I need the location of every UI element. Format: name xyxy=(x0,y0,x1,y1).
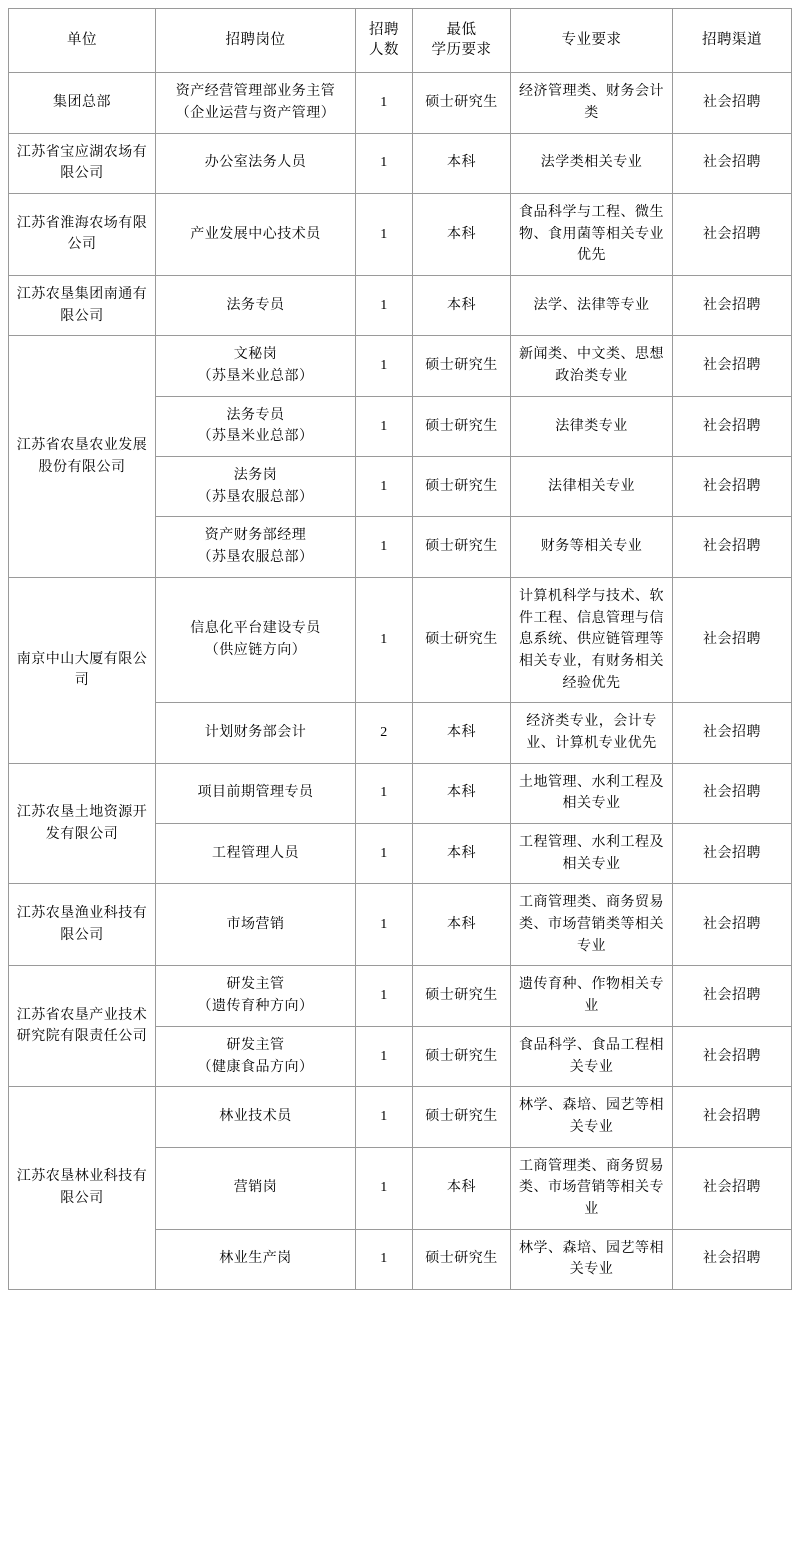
cell-major: 遗传育种、作物相关专业 xyxy=(511,966,673,1026)
cell-unit: 南京中山大厦有限公司 xyxy=(9,577,156,763)
column-header-line: 学历要求 xyxy=(431,41,492,58)
column-header-unit: 单位 xyxy=(9,9,156,73)
cell-post xyxy=(156,966,356,1026)
column-header-line: 人数 xyxy=(369,41,399,58)
cell-post xyxy=(156,457,356,517)
table-body xyxy=(9,73,792,1290)
cell-education: 硕士研究生 xyxy=(413,1026,511,1086)
cell-channel: 社会招聘 xyxy=(673,275,792,335)
cell-major: 林学、森培、园艺等相关专业 xyxy=(511,1229,673,1289)
cell-post-line: 林业技术员 xyxy=(219,1109,292,1125)
cell-post-line: 法务岗 xyxy=(233,468,278,484)
column-header-education xyxy=(413,9,511,73)
table-row xyxy=(9,577,792,702)
table-row xyxy=(9,133,792,193)
cell-education: 硕士研究生 xyxy=(413,1229,511,1289)
cell-major: 食品科学与工程、微生物、食用菌等相关专业优先 xyxy=(511,193,673,275)
cell-channel: 社会招聘 xyxy=(673,577,792,702)
cell-count: 1 xyxy=(356,577,413,702)
column-header-count xyxy=(356,9,413,73)
cell-education: 本科 xyxy=(413,1147,511,1229)
cell-post xyxy=(156,73,356,133)
cell-count: 1 xyxy=(356,193,413,275)
cell-channel: 社会招聘 xyxy=(673,1147,792,1229)
cell-channel: 社会招聘 xyxy=(673,336,792,396)
cell-major: 工商管理类、商务贸易类、市场营销等相关专业 xyxy=(511,1147,673,1229)
cell-post xyxy=(156,824,356,884)
cell-post-line: 研发主管 xyxy=(226,1037,285,1053)
cell-major: 工商管理类、商务贸易类、市场营销类等相关专业 xyxy=(511,884,673,966)
cell-unit: 江苏省农垦产业技术研究院有限责任公司 xyxy=(9,966,156,1087)
cell-post xyxy=(156,396,356,456)
cell-post-line: 办公室法务人员 xyxy=(204,155,307,171)
cell-education: 本科 xyxy=(413,133,511,193)
cell-count: 1 xyxy=(356,966,413,1026)
recruitment-table xyxy=(8,8,792,1290)
cell-channel: 社会招聘 xyxy=(673,1087,792,1147)
cell-post-line: 营销岗 xyxy=(233,1180,278,1196)
cell-channel: 社会招聘 xyxy=(673,133,792,193)
cell-count: 1 xyxy=(356,133,413,193)
table-row xyxy=(9,763,792,823)
cell-unit: 江苏农垦集团南通有限公司 xyxy=(9,275,156,335)
cell-post-line: （苏垦农服总部） xyxy=(197,550,314,566)
cell-post xyxy=(156,336,356,396)
cell-count: 1 xyxy=(356,275,413,335)
cell-channel: 社会招聘 xyxy=(673,703,792,763)
cell-channel: 社会招聘 xyxy=(673,73,792,133)
cell-post-line: 资产财务部经理 xyxy=(204,528,307,544)
cell-count: 1 xyxy=(356,824,413,884)
column-header-major: 专业要求 xyxy=(511,9,673,73)
cell-post-line: 工程管理人员 xyxy=(212,845,299,861)
cell-post-line: 林业生产岗 xyxy=(219,1251,292,1267)
column-header-channel: 招聘渠道 xyxy=(673,9,792,73)
cell-major: 法律类专业 xyxy=(511,396,673,456)
cell-education: 硕士研究生 xyxy=(413,577,511,702)
table-header-row xyxy=(9,9,792,73)
cell-unit: 江苏省农垦农业发展股份有限公司 xyxy=(9,336,156,578)
cell-post-line: 资产经营管理部业务主管 xyxy=(175,84,336,100)
cell-major: 食品科学、食品工程相关专业 xyxy=(511,1026,673,1086)
cell-count: 1 xyxy=(356,1229,413,1289)
cell-count: 1 xyxy=(356,73,413,133)
cell-post-line: （苏垦农服总部） xyxy=(197,489,314,505)
cell-count: 1 xyxy=(356,763,413,823)
cell-post xyxy=(156,275,356,335)
cell-post xyxy=(156,1087,356,1147)
cell-channel: 社会招聘 xyxy=(673,517,792,577)
cell-post-line: 计划财务部会计 xyxy=(204,725,307,741)
table-row xyxy=(9,336,792,396)
cell-major: 林学、森培、园艺等相关专业 xyxy=(511,1087,673,1147)
cell-unit: 江苏省淮海农场有限公司 xyxy=(9,193,156,275)
column-header-line: 最低 xyxy=(446,22,477,38)
cell-post xyxy=(156,1229,356,1289)
cell-post-line: 产业发展中心技术员 xyxy=(190,226,321,242)
cell-major: 法学、法律等专业 xyxy=(511,275,673,335)
cell-unit: 江苏农垦林业科技有限公司 xyxy=(9,1087,156,1290)
cell-post xyxy=(156,193,356,275)
cell-post xyxy=(156,577,356,702)
table-row xyxy=(9,884,792,966)
cell-major: 经济类专业，会计专业、计算机专业优先 xyxy=(511,703,673,763)
cell-post-line: 信息化平台建设专员 xyxy=(190,621,321,637)
cell-count: 2 xyxy=(356,703,413,763)
cell-post-line: （健康食品方向） xyxy=(197,1059,314,1075)
cell-major: 计算机科学与技术、软件工程、信息管理与信息系统、供应链管理等相关专业，有财务相关经验优先 xyxy=(511,577,673,702)
cell-post xyxy=(156,703,356,763)
cell-count: 1 xyxy=(356,884,413,966)
cell-education: 硕士研究生 xyxy=(413,396,511,456)
cell-education: 本科 xyxy=(413,275,511,335)
cell-channel: 社会招聘 xyxy=(673,457,792,517)
cell-education: 硕士研究生 xyxy=(413,336,511,396)
cell-count: 1 xyxy=(356,1026,413,1086)
cell-post-line: （苏垦米业总部） xyxy=(197,429,314,445)
cell-education: 本科 xyxy=(413,824,511,884)
table-row xyxy=(9,193,792,275)
cell-post-line: （供应链方向） xyxy=(204,643,307,659)
cell-major: 法律相关专业 xyxy=(511,457,673,517)
cell-education: 硕士研究生 xyxy=(413,457,511,517)
cell-post-line: 文秘岗 xyxy=(233,347,278,363)
cell-education: 硕士研究生 xyxy=(413,517,511,577)
cell-unit: 江苏省宝应湖农场有限公司 xyxy=(9,133,156,193)
column-header-line: 招聘 xyxy=(369,22,399,38)
cell-count: 1 xyxy=(356,457,413,517)
cell-channel: 社会招聘 xyxy=(673,1229,792,1289)
cell-channel: 社会招聘 xyxy=(673,763,792,823)
cell-post-line: 市场营销 xyxy=(226,917,285,933)
cell-count: 1 xyxy=(356,1147,413,1229)
cell-count: 1 xyxy=(356,396,413,456)
table-row xyxy=(9,73,792,133)
cell-major: 土地管理、水利工程及相关专业 xyxy=(511,763,673,823)
cell-post-line: 法务专员 xyxy=(226,407,285,423)
cell-channel: 社会招聘 xyxy=(673,1026,792,1086)
cell-major: 财务等相关专业 xyxy=(511,517,673,577)
table-row xyxy=(9,275,792,335)
cell-major: 新闻类、中文类、思想政治类专业 xyxy=(511,336,673,396)
cell-count: 1 xyxy=(356,336,413,396)
cell-major: 经济管理类、财务会计类 xyxy=(511,73,673,133)
cell-channel: 社会招聘 xyxy=(673,193,792,275)
cell-unit: 集团总部 xyxy=(9,73,156,133)
cell-channel: 社会招聘 xyxy=(673,884,792,966)
cell-education: 硕士研究生 xyxy=(413,966,511,1026)
cell-education: 硕士研究生 xyxy=(413,1087,511,1147)
cell-channel: 社会招聘 xyxy=(673,966,792,1026)
cell-post xyxy=(156,133,356,193)
table-row xyxy=(9,966,792,1026)
cell-post xyxy=(156,763,356,823)
table-header xyxy=(9,9,792,73)
cell-education: 硕士研究生 xyxy=(413,73,511,133)
cell-channel: 社会招聘 xyxy=(673,824,792,884)
cell-major: 法学类相关专业 xyxy=(511,133,673,193)
cell-unit: 江苏农垦渔业科技有限公司 xyxy=(9,884,156,966)
cell-post-line: （企业运营与资产管理） xyxy=(175,105,336,121)
cell-post xyxy=(156,1147,356,1229)
cell-unit: 江苏农垦土地资源开发有限公司 xyxy=(9,763,156,884)
cell-education: 本科 xyxy=(413,763,511,823)
cell-post-line: 项目前期管理专员 xyxy=(197,785,314,801)
cell-post-line: （遗传育种方向） xyxy=(197,999,314,1015)
cell-post-line: 法务专员 xyxy=(226,297,285,313)
column-header-post: 招聘岗位 xyxy=(156,9,356,73)
cell-education: 本科 xyxy=(413,884,511,966)
cell-count: 1 xyxy=(356,517,413,577)
cell-post xyxy=(156,517,356,577)
cell-post-line: 研发主管 xyxy=(226,977,285,993)
cell-count: 1 xyxy=(356,1087,413,1147)
cell-education: 本科 xyxy=(413,703,511,763)
cell-post-line: （苏垦米业总部） xyxy=(197,369,314,384)
cell-channel: 社会招聘 xyxy=(673,396,792,456)
table-row xyxy=(9,1087,792,1147)
cell-post xyxy=(156,884,356,966)
cell-major: 工程管理、水利工程及相关专业 xyxy=(511,824,673,884)
cell-post xyxy=(156,1026,356,1086)
cell-education: 本科 xyxy=(413,193,511,275)
